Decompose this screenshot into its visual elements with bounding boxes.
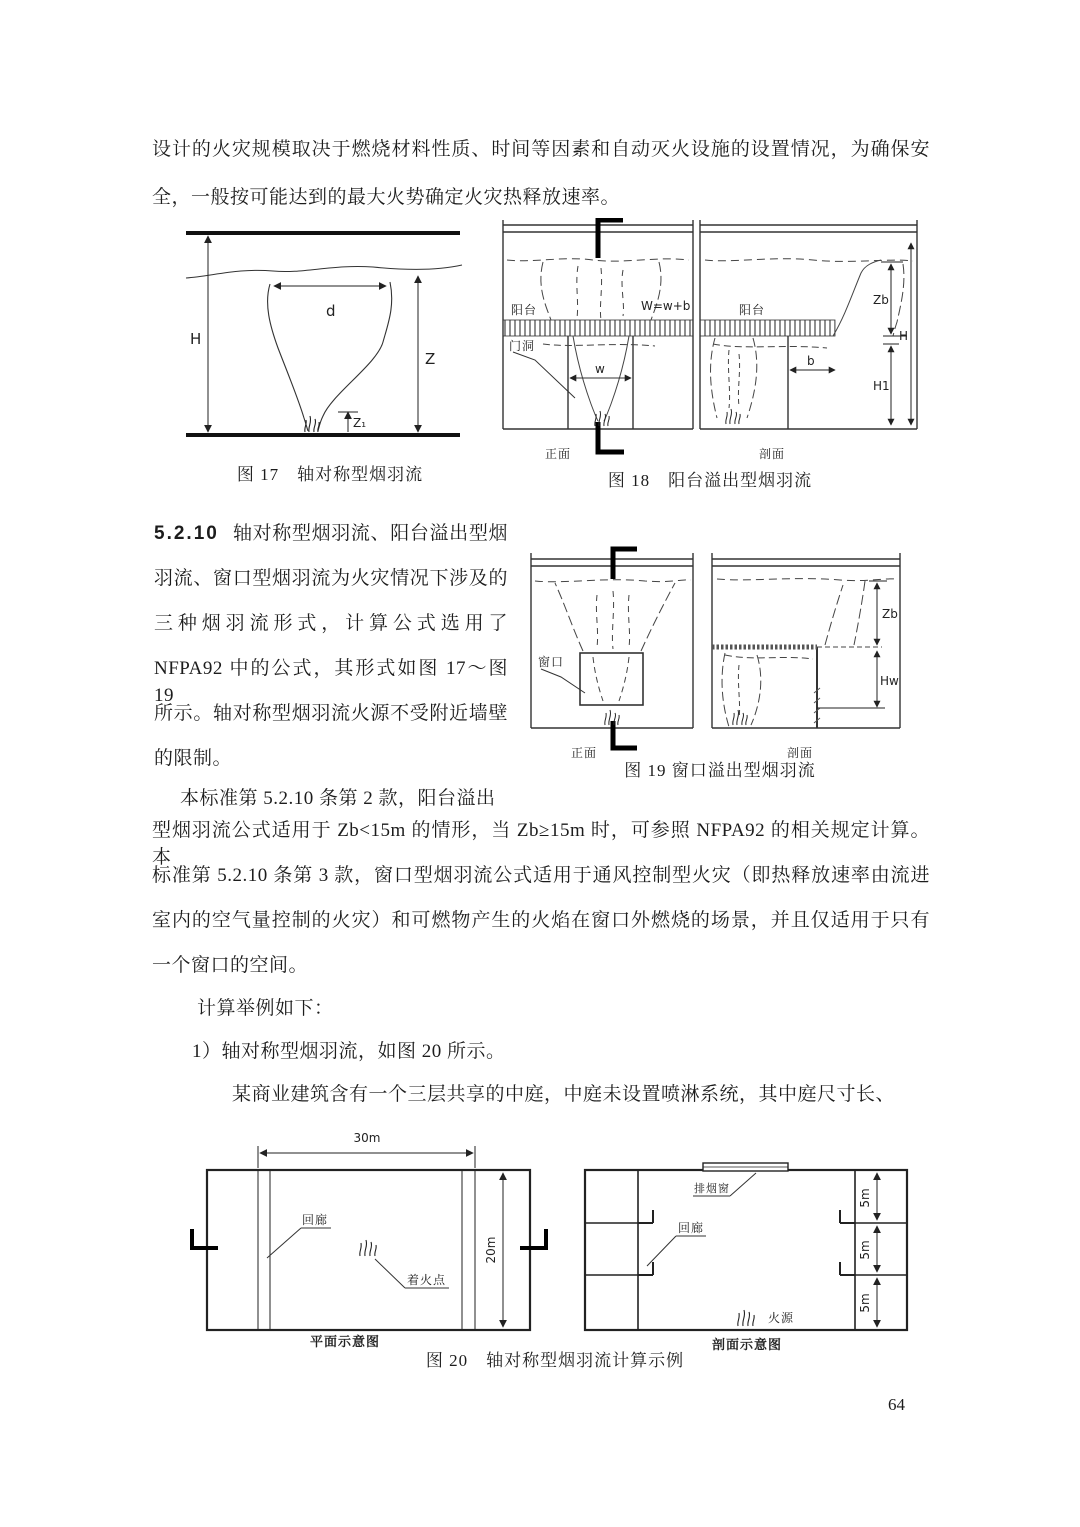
atrium-plan-structure xyxy=(207,1170,530,1330)
section-view-label: 剖面 xyxy=(787,746,814,760)
body-line-6: 1）轴对称型烟羽流，如图 20 所示。 xyxy=(192,1041,506,1062)
section-view-structure xyxy=(712,553,900,728)
section-view-label: 剖面示意图 xyxy=(711,1338,783,1353)
section-5210-line-6: 的限制。 xyxy=(154,748,233,769)
smoke-layer-line xyxy=(186,265,462,278)
dim-label-Zb: Zb xyxy=(873,293,889,307)
dim-label-b: b xyxy=(807,354,815,368)
front-view-label: 正面 xyxy=(545,447,572,461)
balcony-slab-front xyxy=(503,320,693,336)
dim-label-H: H xyxy=(190,330,202,348)
fire-point-label: 着火点 xyxy=(407,1273,447,1287)
fire-flame-section-icon xyxy=(726,409,740,424)
body-line-4: 一个窗口的空间。 xyxy=(152,955,309,976)
width-equation-label: W=w+b xyxy=(641,299,691,313)
section-5210-line-4: NFPA92 中的公式，其形式如图 17～图 19 xyxy=(154,658,508,706)
intro-line-1: 设计的火灾规模取决于燃烧材料性质、时间等因素和自动灭火设施的设置情况，为确保安 xyxy=(152,139,930,160)
corridor-label: 回廊 xyxy=(678,1221,705,1235)
front-plume xyxy=(535,580,691,701)
dim-label-H: H xyxy=(899,329,909,343)
smoke-vent-label: 排烟窗 xyxy=(694,1182,730,1195)
section-5210-line-7: 本标准第 5.2.10 条第 2 款，阳台溢出 xyxy=(180,788,496,809)
ceiling-floor-lines xyxy=(186,233,460,435)
dim-label-5m-2: 5m xyxy=(858,1240,872,1260)
plan-dimensions xyxy=(258,1146,503,1327)
dim-label-Hw: Hw xyxy=(880,674,899,688)
section-number: 5.2.10 xyxy=(154,523,219,544)
fire-flame-icon xyxy=(738,1310,754,1326)
section-cut-marks xyxy=(613,549,637,748)
corridor-leader-line xyxy=(647,1236,706,1266)
dimension-lines xyxy=(208,236,418,432)
fire-source-label: 火源 xyxy=(768,1311,795,1325)
dim-label-5m-1: 5m xyxy=(858,1188,872,1208)
fire-flame-icon xyxy=(305,416,319,432)
figure-18-balcony-spill-plume-diagram xyxy=(483,218,938,466)
corridor-label: 回廊 xyxy=(302,1213,329,1227)
intro-line-2: 全，一般按可能达到的最大火势确定火灾热释放速率。 xyxy=(152,187,621,208)
door-leader-line xyxy=(513,352,631,398)
floor-slab-edge-marks xyxy=(638,1210,855,1275)
figure-17-axisymmetric-plume-diagram xyxy=(178,226,468,462)
section-5210-line-2: 羽流、窗口型烟羽流为火灾情况下涉及的 xyxy=(154,568,508,589)
section-plume xyxy=(705,259,913,418)
dim-label-Zb: Zb xyxy=(882,607,898,621)
figure-20-caption: 图 20 轴对称型烟羽流计算示例 xyxy=(425,1351,685,1370)
dim-label-d: d xyxy=(326,302,336,320)
figure-20-section-view-diagram xyxy=(580,1128,925,1356)
body-line-7: 某商业建筑含有一个三层共享的中庭，中庭未设置喷淋系统，其中庭尺寸长、 xyxy=(232,1084,896,1105)
figure-17-caption: 图 17 轴对称型烟羽流 xyxy=(236,465,424,484)
body-line-5: 计算举例如下： xyxy=(197,998,334,1019)
page-number: 64 xyxy=(888,1395,905,1414)
body-line-2: 标准第 5.2.10 条第 3 款，窗口型烟羽流公式适用于通风控制型火灾（即热释放速率由流进 xyxy=(152,865,930,886)
figure-19-window-spill-plume-diagram xyxy=(525,535,937,763)
body-line-3: 室内的空气量控制的火灾）和可燃物产生的火焰在窗口外燃烧的场景，并且仅适用于只有 xyxy=(152,910,930,931)
dim-label-5m-3: 5m xyxy=(858,1293,872,1313)
figure-19-caption: 图 19 窗口溢出型烟羽流 xyxy=(624,761,816,780)
window-leader-line xyxy=(541,669,585,693)
dim-label-H1: H1 xyxy=(873,379,890,393)
figure-18-caption: 图 18 阳台溢出型烟羽流 xyxy=(607,471,813,490)
section-5210-line-3: 三种烟羽流形式，计算公式选用了 xyxy=(154,613,508,634)
section-plume xyxy=(717,579,897,727)
section-5210-line-5: 所示。轴对称型烟羽流火源不受附近墙壁 xyxy=(154,703,508,724)
balcony-slab-section xyxy=(700,320,835,336)
balcony-label-front: 阳台 xyxy=(511,303,538,317)
door-opening-label: 门洞 xyxy=(509,339,536,353)
section-5210-line-1: 5.2.10 轴对称型烟羽流、阳台溢出型烟 xyxy=(154,523,508,544)
smoke-vent xyxy=(703,1163,788,1171)
figure-20-plan-view-diagram xyxy=(175,1128,550,1353)
dim-label-w: w xyxy=(595,362,605,376)
window-label: 窗口 xyxy=(538,655,565,669)
plan-view-label: 平面示意图 xyxy=(309,1335,381,1350)
front-view-label: 正面 xyxy=(571,746,598,760)
corridor-leader-line xyxy=(267,1228,331,1258)
balcony-label-section: 阳台 xyxy=(739,303,766,317)
section-dimensions xyxy=(817,581,887,708)
dim-label-30m: 30m xyxy=(353,1131,381,1145)
fire-flame-icon xyxy=(360,1240,376,1256)
body-line-1: 型烟羽流公式适用于 Zb<15m 的情形，当 Zb≥15m 时，可参照 NFPA92 的相关规定计算。本 xyxy=(152,820,930,868)
dim-label-Z: Z xyxy=(425,350,436,368)
dim-label-Z1: Z₁ xyxy=(353,416,367,430)
dim-label-20m: 20m xyxy=(484,1236,498,1264)
section-view-label: 剖面 xyxy=(759,447,786,461)
